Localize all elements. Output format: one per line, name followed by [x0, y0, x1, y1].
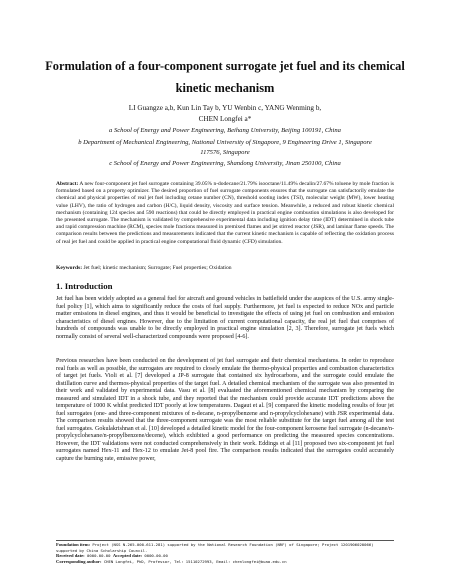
authors-line-2: CHEN Longfei a*: [198, 115, 252, 123]
affiliation-c: c School of Energy and Power Engineering, Shandong University, Jinan 250100, China: [109, 160, 341, 167]
title-line-2: kinetic mechanism: [175, 81, 275, 95]
corresponding-label: Corresponding author:: [56, 558, 102, 564]
corresponding-note: [56, 559, 394, 565]
keywords: [56, 265, 394, 272]
accepted-label: Accepted date:: [112, 553, 143, 559]
affiliation-a: a School of Energy and Power Engineering, Beihang University, Beijing 100191, China: [109, 127, 341, 134]
intro-paragraph-1: Jet fuel has been widely adopted as a general fuel for aircraft and ground vehicles in battlefield under the auspices of the U.S. army single-fuel policy [1], which aims to significantly reduce the costs of fuel supply. Furthermore, jet fuel is expected to reduce NOx and particle matter emissions in diesel engines, and thus it would be beneficial to investigate the effects of using jet fuel on combustion and emission characteristics of diesel engines. However, due to the limitation of current computational capacity, the real jet fuel that comprises of hundreds of compounds was unable to be directly employed in practical engine simulation [2, 3]. Therefore, surrogate jet fuels which normally consist of several well-characterized compounds were proposed [4-6].: [56, 296, 394, 340]
abstract-text: A new four-component jet fuel surrogate containing 39.05% n-dodecane/21.79% isooctane/11.49% decalin/27.67% toluene by mole fraction is formulated based on a property optimizer. The desired proportion of fuel surrogate components ensures that the surrogate can satisfactorily emulate the chemical and physical properties of real jet fuel including cetane number (CN), threshold sooting index (TSI), molecular weight (MW), lower heating value (LHV), the ratio of hydrogen and carbon (H/C), liquid density, viscosity and surface tension. Meanwhile, a reduced and robust kinetic chemical mechanism (containing 124 species and 590 reactions) that could be directly employed in practical engine combustion simulations is also developed for the presented surrogate. The mechanism is validated by comprehensive experimental data including ignition delay time (IDT) determined in shock tube and rapid compression machine (RCM), species mole fractions measured in premixed flames and jet stirred reactor (JSR), and laminar flame speeds. The comparison results between the predictions and measurements indicated that the current kinetic mechanism is capable of reflecting the oxidation process of real jet fuel and could be applied in practical engine computational fluid dynamic (CFD) simulation.: [56, 181, 394, 245]
keywords-label: Keywords:: [56, 265, 83, 271]
funding-text: Project (NSS N-265-000-611-281) supported by the National Research Foundation (NRF) of Singapore; Project 1201906020066) supported by China Scholarship Council.: [56, 542, 374, 553]
authors-line-1: LI Guangze a,b, Kun Lin Tay b, YU Wenbin c, YANG Wenming b,: [128, 104, 322, 112]
funding-label: Foundation item:: [56, 542, 91, 547]
keywords-text: Jet fuel; kinetic mechanism; Surrogate; Fuel properties; Oxidation: [82, 265, 232, 271]
affiliation-b-line-2: 117576, Singapore: [200, 149, 250, 156]
abstract-label: Abstract:: [56, 181, 79, 187]
title-line-1: Formulation of a four-component surrogate jet fuel and its chemical: [45, 59, 405, 73]
funding-note: [56, 542, 394, 553]
accepted-value: 0000-00-00: [142, 553, 168, 559]
abstract: [56, 181, 394, 246]
paper-title: [30, 55, 420, 99]
footnote-block: [56, 542, 394, 564]
footer-divider: [56, 540, 394, 541]
corresponding-text: CHEN Longfei, PhD, Professor, Tel: 15110272993, Email: chenlongfei@buaa.edu.cn: [101, 558, 287, 564]
received-label: Received date:: [56, 553, 85, 559]
received-value: 0000-00-00: [84, 553, 111, 559]
intro-paragraph-2: Previous researches have been conducted on the development of jet fuel surrogate and their chemical mechanisms. In order to reproduce real fuels as well as possible, the surrogates are required to closely emulate the thermo-physical properties and combustion characteristics of target jet fuels. Violi et al. [7] developed a JP-8 surrogate that contained six hydrocarbons, and the surrogate could emulate the distillation curve and thermos-physical properties of the target fuel. A detailed chemical mechanism of the surrogate was also presented in their work and validated by experimental data. Vasu et al. [8] evaluated the aforementioned chemical mechanism by comparing the measured and simulated IDT in a shock tube, and they reported that the mechanism could provide accurate IDT predictions above the temperature of 1000 K whilst predicted IDT poorly at low temperatures. Dagaut et al. [9] compared the kinetic modeling results of four jet fuel surrogates (one- and three-component mixtures of n-decane, n-propylbenzene and n-propylcyclohexane) with JSR experimental data. The comparison results showed that the three-component surrogate was the most reliable substitute for the target fuel among all the test fuel surrogates. Gokulakrishnan et al. [10] developed a detailed kinetic model for the four-component kerosene fuel surrogate (n-decane/n-propylcyclohexane/n-propylbenzene/decene), which exhibited a good performance on predicting the measured species concentrations. However, the IDT validations were not conducted comprehensively in their work. Eddings et al [11] proposed two six-component jet fuel surrogates named Hex-11 and Hex-12 to emulate Jet-8 pool fire. The comparison results indicated that the surrogates could accurately capture the burning rate, emissive power,: [56, 358, 394, 462]
affiliation-b-line-1: b Department of Mechanical Engineering, National University of Singapore, 9 Engineering Drive 1, Singapore: [78, 139, 372, 146]
section-heading-introduction: 1. Introduction: [56, 281, 113, 291]
author-list: [30, 103, 420, 125]
